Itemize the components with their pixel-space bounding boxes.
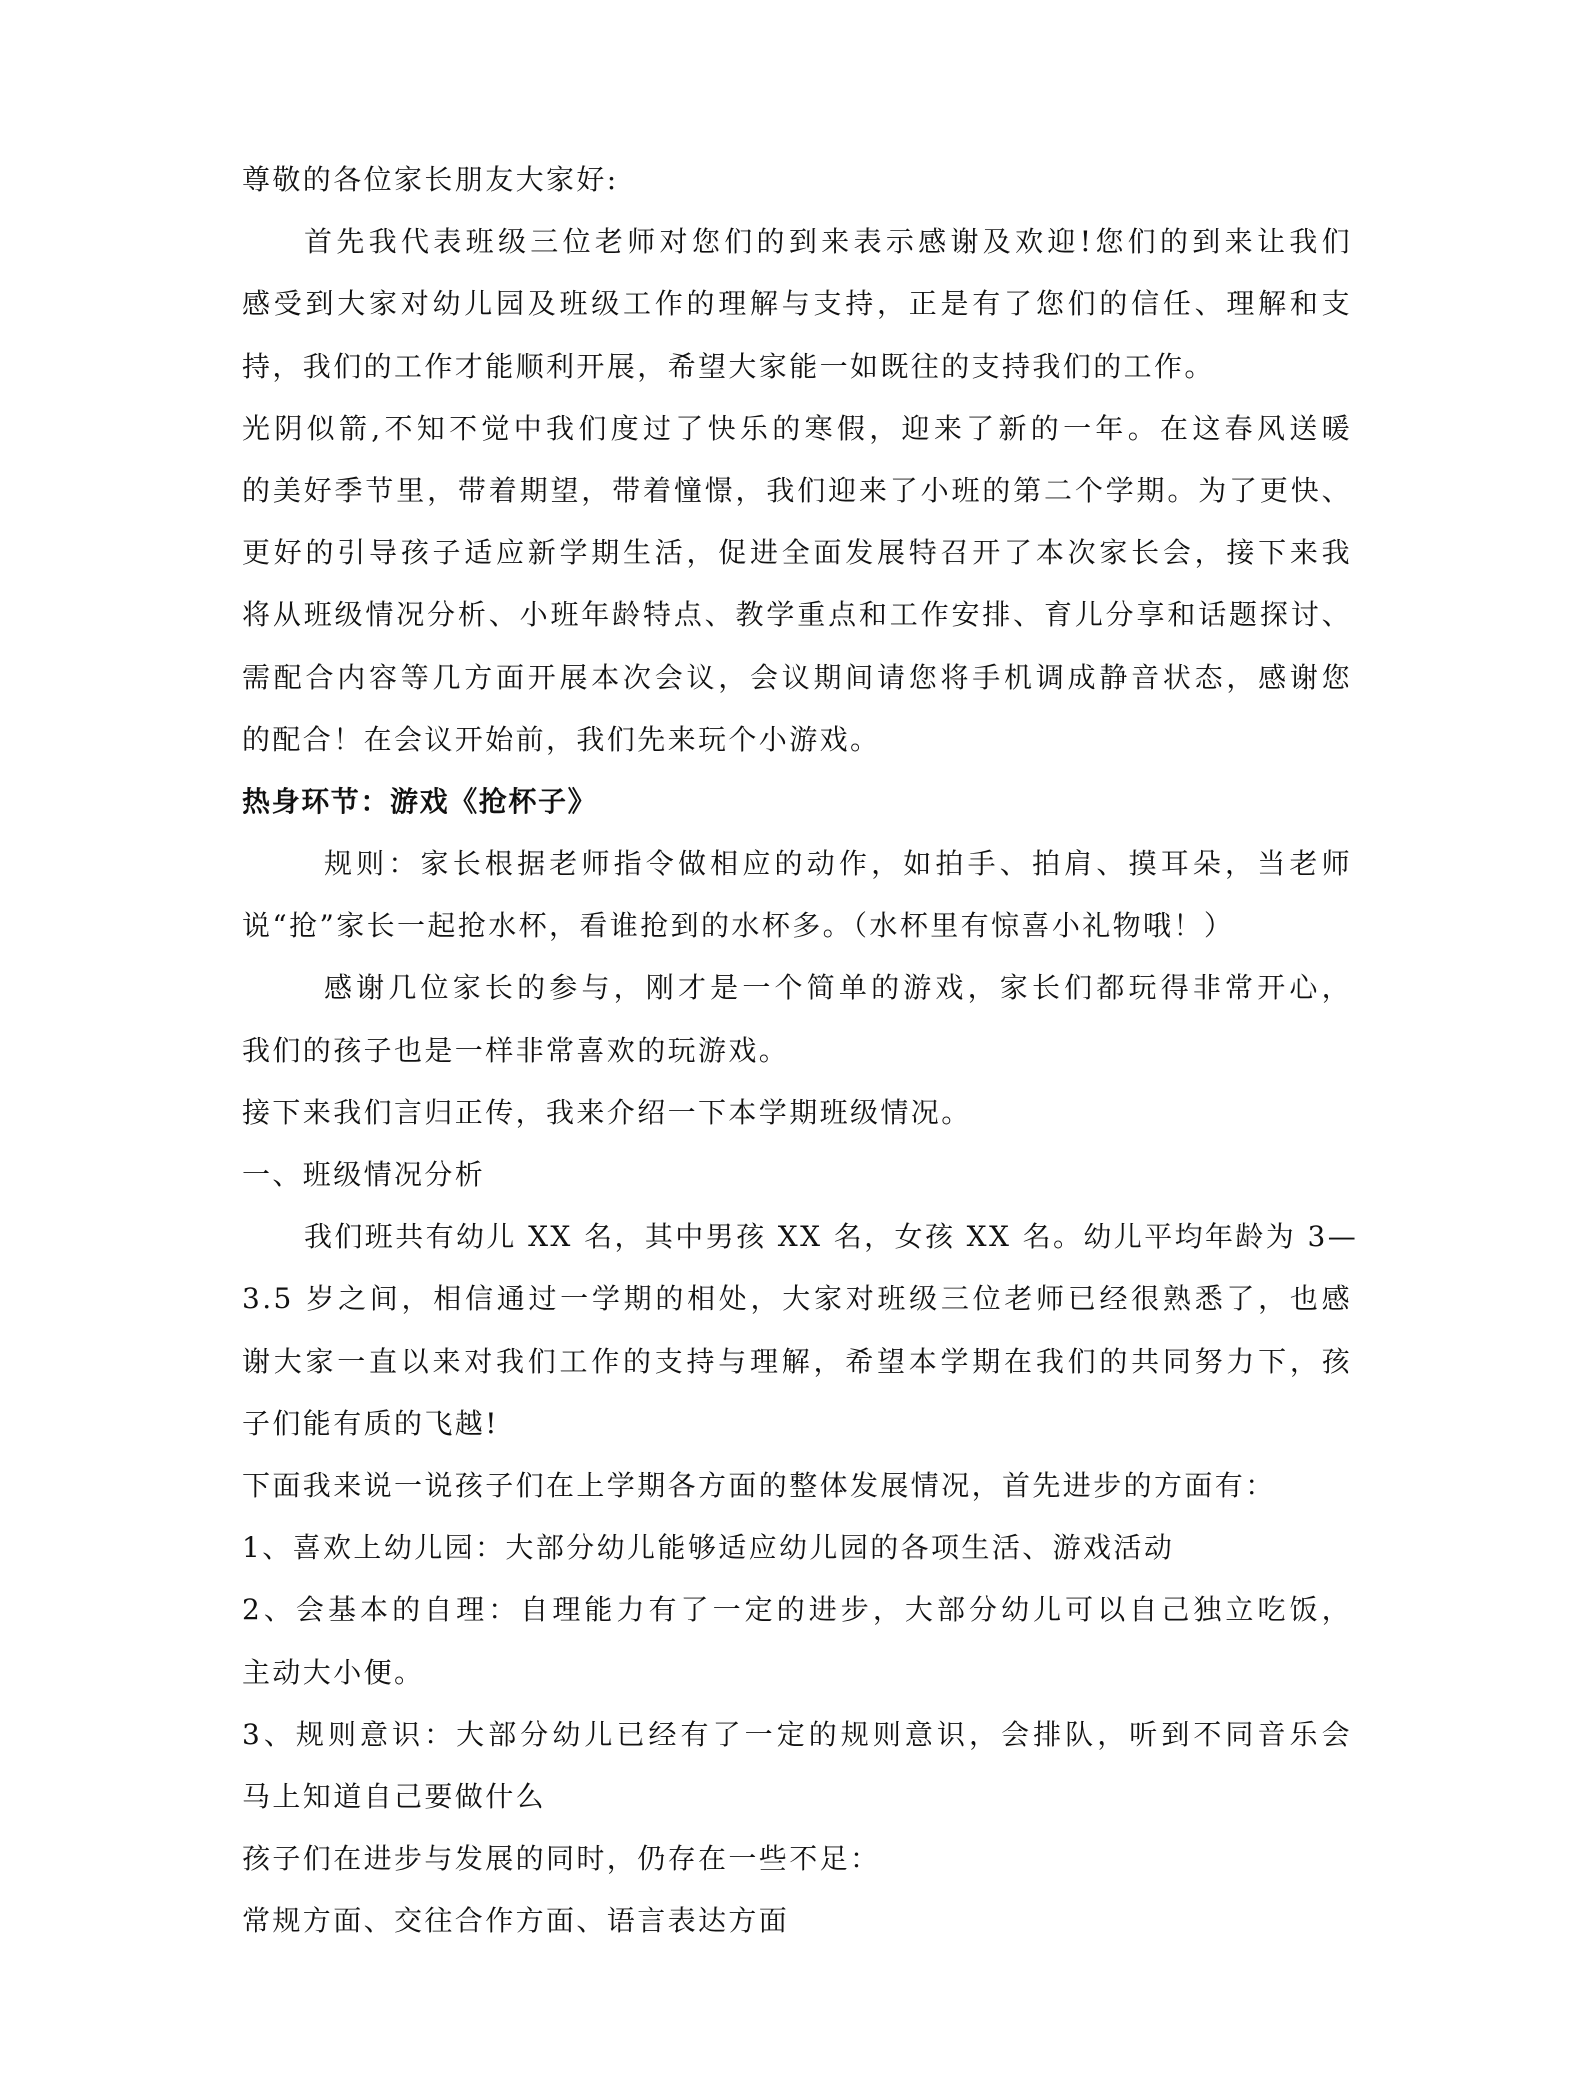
paragraph-line: 谢大家一直以来对我们工作的支持与理解，希望本学期在我们的共同努力下，孩 — [242, 1344, 1352, 1378]
paragraph-line: 光阴似箭,不知不觉中我们度过了快乐的寒假，迎来了新的一年。在这春风送暖 — [242, 411, 1352, 445]
progress-list — [242, 1517, 1352, 1828]
paragraph-line: 我们班共有幼儿 XX 名，其中男孩 XX 名，女孩 XX 名。幼儿平均年龄为 3— — [304, 1220, 1359, 1254]
paragraph-line: 子们能有质的飞越! — [242, 1406, 499, 1440]
section-1-title: 一、班级情况分析 — [242, 1158, 486, 1191]
thanks-paragraph — [242, 957, 1352, 1081]
paragraph-line: 我们的孩子也是一样非常喜欢的玩游戏。 — [242, 1033, 790, 1067]
paragraph-line: 感受到大家对幼儿园及班级工作的理解与支持，正是有了您们的信任、理解和支 — [242, 287, 1352, 321]
paragraph-line: 的美好季节里，带着期望，带着憧憬，我们迎来了小班的第二个学期。为了更快、 — [242, 473, 1352, 507]
paragraph-line: 说“抢”家长一起抢水杯，看谁抢到的水杯多。（水杯里有惊喜小礼物哦！） — [242, 909, 1235, 943]
paragraph-line: 3.5 岁之间，相信通过一学期的相处，大家对班级三位老师已经很熟悉了，也感 — [242, 1282, 1352, 1316]
shortcomings-list: 常规方面、交往合作方面、语言表达方面 — [242, 1904, 790, 1938]
intro-paragraph — [242, 211, 1352, 398]
rules-paragraph — [242, 833, 1352, 957]
paragraph-line: 感谢几位家长的参与，刚才是一个简单的游戏，家长们都玩得非常开心， — [324, 971, 1352, 1005]
list-item-line: 主动大小便。 — [242, 1655, 425, 1689]
progress-item-2 — [242, 1579, 1352, 1703]
transition-text: 接下来我们言归正传，我来介绍一下本学期班级情况。 — [242, 1095, 972, 1129]
opening-paragraph — [242, 398, 1352, 771]
greeting: 尊敬的各位家长朋友大家好: — [242, 163, 619, 196]
document-body — [242, 149, 1359, 1952]
paragraph-line: 规则：家长根据老师指令做相应的动作，如拍手、拍肩、摸耳朵，当老师 — [324, 847, 1352, 881]
list-item-line: 1、喜欢上幼儿园：大部分幼儿能够适应幼儿园的各项生活、游戏活动 — [242, 1531, 1175, 1565]
class-paragraph — [242, 1206, 1359, 1455]
paragraph-line: 更好的引导孩子适应新学期生活，促进全面发展特召开了本次家长会，接下来我 — [242, 536, 1352, 570]
shortcomings-intro: 孩子们在进步与发展的同时，仍存在一些不足： — [242, 1842, 881, 1876]
paragraph-line: 首先我代表班级三位老师对您们的到来表示感谢及欢迎!您们的到来让我们 — [304, 225, 1352, 259]
list-item-line: 2、会基本的自理：自理能力有了一定的进步，大部分幼儿可以自己独立吃饭， — [242, 1593, 1352, 1627]
paragraph-line: 的配合！在会议开始前，我们先来玩个小游戏。 — [242, 722, 881, 756]
list-item-line: 马上知道自己要做什么 — [242, 1779, 547, 1813]
paragraph-line: 将从班级情况分析、小班年龄特点、教学重点和工作安排、育儿分享和话题探讨、 — [242, 598, 1352, 632]
progress-item-1 — [242, 1517, 1352, 1579]
progress-item-3 — [242, 1704, 1352, 1828]
list-item-line: 3、规则意识：大部分幼儿已经有了一定的规则意识，会排队，听到不同音乐会 — [242, 1717, 1352, 1751]
paragraph-line: 持，我们的工作才能顺利开展，希望大家能一如既往的支持我们的工作。 — [242, 349, 1215, 383]
progress-intro: 下面我来说一说孩子们在上学期各方面的整体发展情况，首先进步的方面有： — [242, 1468, 1276, 1502]
paragraph-line: 需配合内容等几方面开展本次会议，会议期间请您将手机调成静音状态，感谢您 — [242, 660, 1352, 694]
warmup-heading: 热身环节：游戏《抢杯子》 — [242, 784, 598, 818]
